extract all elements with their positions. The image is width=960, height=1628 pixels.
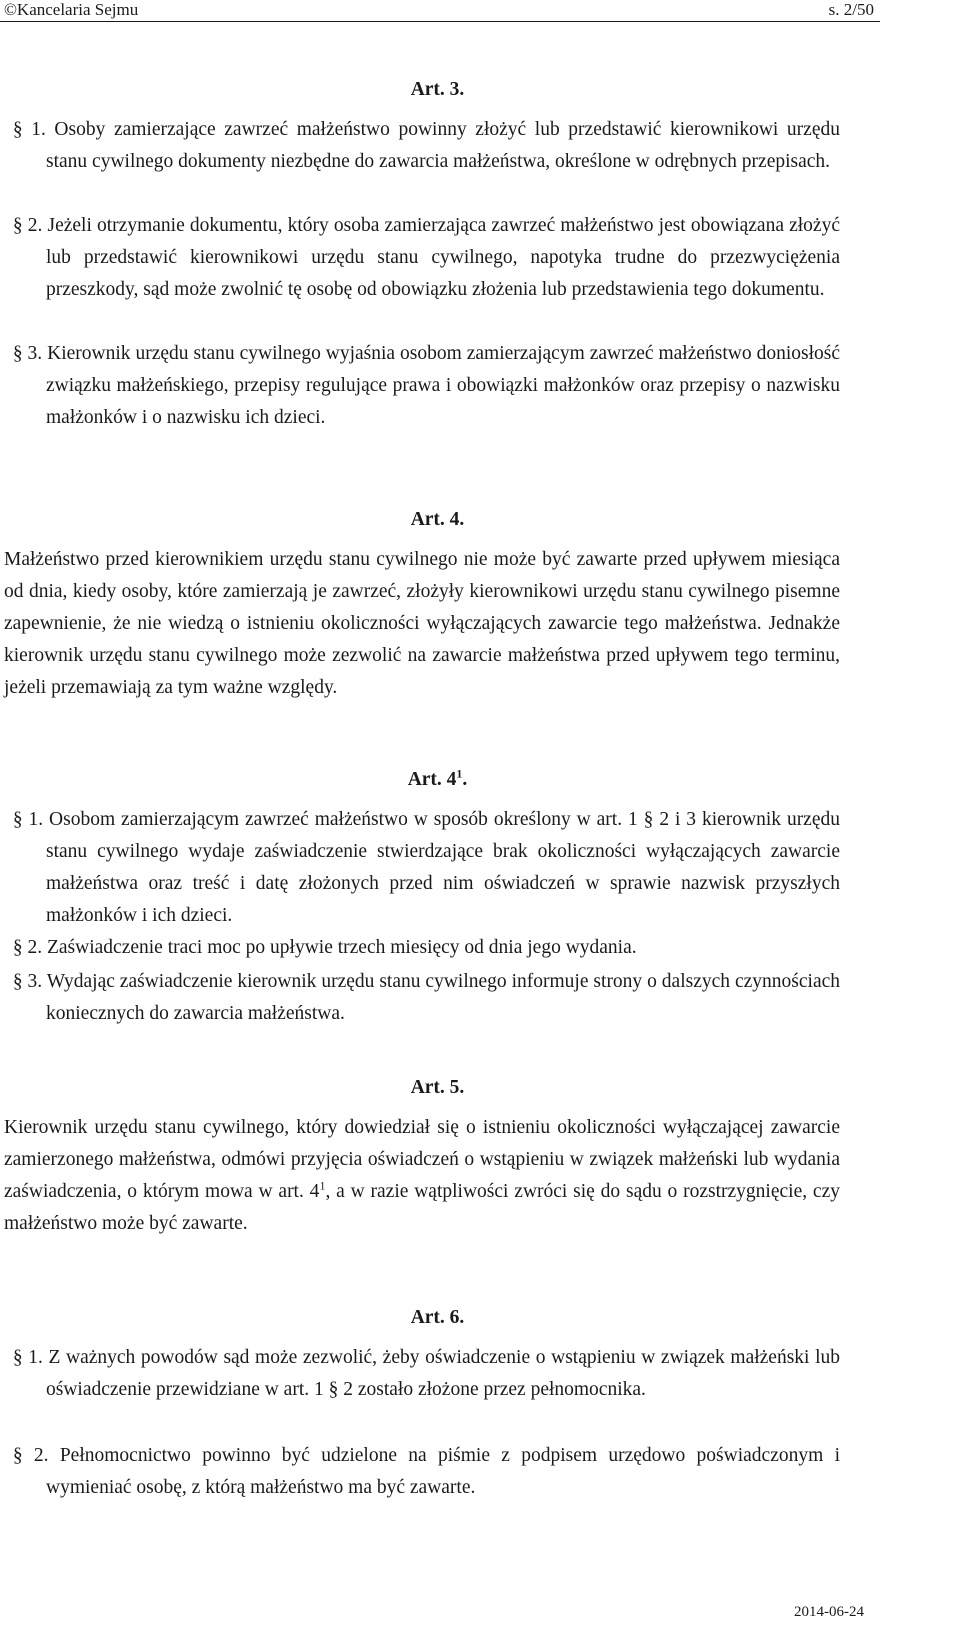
article-6-para-1: § 1. Z ważnych powodów sąd może zezwolić, żeby oświadczenie o wstąpieniu w związek małżeński lub oświadczenie przewidziane w art. 1 § 2 zostało złożone przez pełnomocnika. [12, 1346, 840, 1400]
article-4-1-title-end: . [462, 769, 468, 790]
article-4-1-title [0, 768, 875, 792]
article-6-title: Art. 6. [410, 1307, 465, 1328]
article-4-para-1: Małżeństwo przed kierownikiem urzędu stanu cywilnego nie może być zawarte przed upływem miesiąca od dnia, kiedy osoby, które zamierzają je zawrzeć, złożyły kierownikowi urzędu stanu cywilnego pisemne zapewnienie, że nie wiedzą o istnieniu okoliczności wyłączających zawarcie tego małżeństwa. Jednakże kierownik urzędu stanu cywilnego może zezwolić na zawarcie małżeństwa przed upływem tego terminu, jeżeli przemawiają za tym ważne względy. [4, 548, 840, 698]
article-5-para-1 [4, 1112, 840, 1240]
article-5-text-b: , a w razie wątpliwości zwróci się do sądu o rozstrzygnięcie, czy małżeństwo może być zawarte. [4, 1180, 840, 1234]
header-page-number: s. 2/50 [828, 0, 874, 19]
article-4-title: Art. 4. [410, 509, 465, 530]
header-divider [0, 21, 880, 22]
article-3-para-1: § 1. Osoby zamierzające zawrzeć małżeństwo powinny złożyć lub przedstawić kierownikowi urzędu stanu cywilnego dokumenty niezbędne do zawarcia małżeństwa, określone w odrębnych przepisach. [12, 118, 840, 172]
article-4-1-title-main: Art. 4 [407, 769, 457, 790]
article-6-para-2: § 2. Pełnomocnictwo powinno być udzielone na piśmie z podpisem urzędowo poświadczonym i wymieniać osobę, z którą małżeństwo ma być zawarte. [12, 1444, 840, 1498]
article-3-title: Art. 3. [410, 79, 465, 100]
page-header [0, 0, 880, 22]
article-5-text-a: Kierownik urzędu stanu cywilnego, który dowiedział się o istnieniu okoliczności wyłączającej zawarcie zamierzonego małżeństwa, odmówi przyjęcia oświadczeń o wstąpieniu w związek małżeński lub wydania zaświadczenia, o którym mowa w art. 4 [4, 1116, 840, 1202]
article-3-para-2: § 2. Jeżeli otrzymanie dokumentu, który osoba zamierzająca zawrzeć małżeństwo jest obowiązana złożyć lub przedstawić kierownikowi urzędu stanu cywilnego, napotyka trudne do przezwyciężenia przeszkody, sąd może zwolnić tę osobę od obowiązku złożenia lub przedstawienia tego dokumentu. [12, 214, 840, 300]
article-5-title: Art. 5. [410, 1077, 465, 1098]
article-4-1-para-2: § 2. Zaświadczenie traci moc po upływie trzech miesięcy od dnia jego wydania. [12, 936, 637, 958]
article-3-para-3: § 3. Kierownik urzędu stanu cywilnego wyjaśnia osobom zamierzającym zawrzeć małżeństwo doniosłość związku małżeńskiego, przepisy regulujące prawa i obowiązki małżonków oraz przepisy o nazwisku małżonków i o nazwisku ich dzieci. [12, 342, 840, 428]
article-5-sup: 1 [319, 1178, 326, 1192]
footer-date: 2014-06-24 [794, 1604, 864, 1620]
article-4-1-para-3: § 3. Wydając zaświadczenie kierownik urzędu stanu cywilnego informuje strony o dalszych czynnościach koniecznych do zawarcia małżeństwa. [12, 970, 840, 1024]
article-4-1-para-1: § 1. Osobom zamierzającym zawrzeć małżeństwo w sposób określony w art. 1 § 2 i 3 kierownik urzędu stanu cywilnego wydaje zaświadczenie stwierdzające brak okoliczności wyłączających zawarcie małżeństwa oraz treść i datę złożonych przed nim oświadczeń w sprawie nazwisk przyszłych małżonków i ich dzieci. [12, 808, 840, 926]
article-4-1-title-sup: 1 [456, 766, 463, 781]
header-publisher: ©Kancelaria Sejmu [4, 0, 139, 19]
